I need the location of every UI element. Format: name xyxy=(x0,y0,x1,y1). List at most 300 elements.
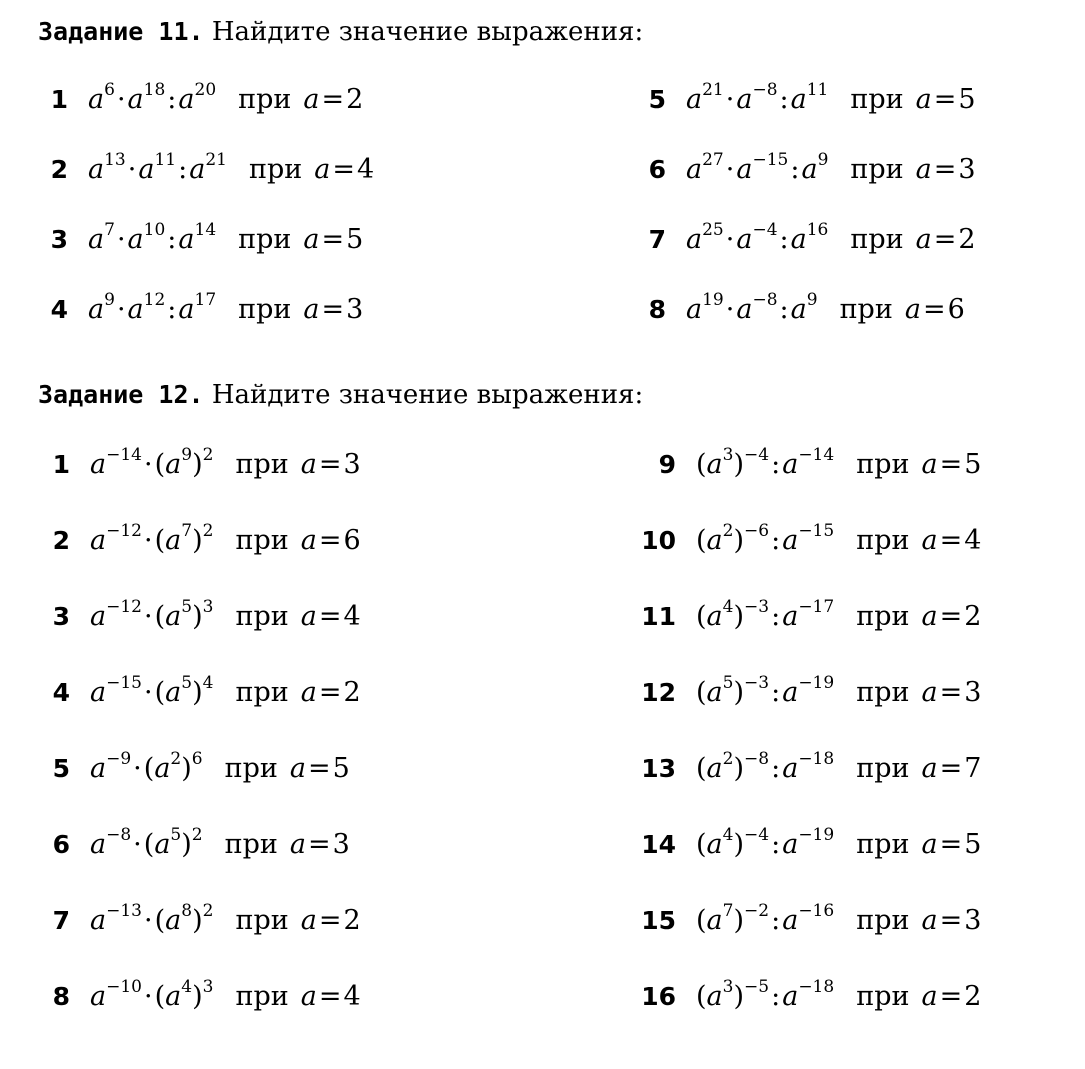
multiply-sign: · xyxy=(116,223,126,255)
pri-word: при xyxy=(856,524,910,556)
divide-sign: : xyxy=(779,83,789,115)
left-paren: ( xyxy=(696,524,707,556)
multiply-sign: · xyxy=(725,153,735,185)
exponent: 2 xyxy=(191,824,203,845)
exponent: 9 xyxy=(181,444,193,465)
exponent: 10 xyxy=(143,219,166,240)
pri-word: при xyxy=(235,524,289,556)
pri-word: при xyxy=(238,223,292,255)
exponent: −15 xyxy=(106,672,142,693)
exponent: 2 xyxy=(170,748,182,769)
multiply-sign: · xyxy=(144,600,153,632)
expression xyxy=(90,900,214,936)
equals-sign: = xyxy=(933,153,957,185)
condition xyxy=(921,525,981,556)
variable-a: a xyxy=(300,904,317,936)
condition-value: 3 xyxy=(958,153,976,185)
variable-a: a xyxy=(921,904,938,936)
variable-a: a xyxy=(790,223,807,255)
left-paren: ( xyxy=(154,600,166,632)
multiply-sign: · xyxy=(116,83,126,115)
exercise-number: 11 xyxy=(641,601,676,631)
variable-a: a xyxy=(921,676,938,708)
condition-value: 5 xyxy=(332,752,350,784)
variable-a: a xyxy=(138,153,155,185)
variable-a: a xyxy=(706,980,723,1012)
pri-word: при xyxy=(238,293,292,325)
exponent: −8 xyxy=(744,748,770,769)
left-paren: ( xyxy=(696,752,707,784)
exponent: 2 xyxy=(202,444,214,465)
left-paren: ( xyxy=(696,828,707,860)
condition-value: 2 xyxy=(343,676,361,708)
task-12-instruction: Найдите значение выражения: xyxy=(211,380,644,410)
pri-word: при xyxy=(235,904,289,936)
variable-a: a xyxy=(915,153,932,185)
pri-word: при xyxy=(235,448,289,480)
exercise-item xyxy=(38,824,350,864)
exponent: 13 xyxy=(104,149,126,170)
multiply-sign: · xyxy=(725,83,735,115)
expression xyxy=(88,219,217,255)
variable-a: a xyxy=(300,980,317,1012)
right-paren: ) xyxy=(733,752,745,784)
left-paren: ( xyxy=(696,448,707,480)
right-paren: ) xyxy=(192,524,203,556)
equals-sign: = xyxy=(321,293,345,325)
equals-sign: = xyxy=(939,752,963,784)
exercise-item xyxy=(38,219,363,259)
variable-a: a xyxy=(300,448,317,480)
variable-a: a xyxy=(782,448,799,480)
condition-value: 4 xyxy=(343,600,361,632)
exponent: 21 xyxy=(205,149,227,170)
equals-sign: = xyxy=(922,293,946,325)
exponent: 4 xyxy=(722,596,734,617)
condition xyxy=(314,154,374,185)
left-paren: ( xyxy=(154,524,166,556)
exponent: −4 xyxy=(744,824,770,845)
condition-value: 3 xyxy=(964,676,982,708)
condition xyxy=(301,677,361,708)
variable-a: a xyxy=(686,223,703,255)
exercise-item xyxy=(628,520,981,560)
variable-a: a xyxy=(88,223,105,255)
divide-sign: : xyxy=(771,980,781,1012)
exercise-number: 12 xyxy=(641,677,676,707)
right-paren: ) xyxy=(181,752,192,784)
divide-sign: : xyxy=(167,83,177,115)
exponent: −8 xyxy=(752,289,778,310)
condition-value: 2 xyxy=(964,600,982,632)
variable-a: a xyxy=(686,83,703,115)
exponent: 20 xyxy=(194,79,217,100)
exercise-item xyxy=(38,900,361,940)
variable-a: a xyxy=(165,600,182,632)
multiply-sign: · xyxy=(144,524,153,556)
exponent: 14 xyxy=(194,219,217,240)
condition xyxy=(301,905,361,936)
condition xyxy=(303,294,363,325)
exercise-number: 1 xyxy=(52,449,70,479)
expression xyxy=(90,520,214,556)
condition xyxy=(921,601,981,632)
exponent: 7 xyxy=(104,219,115,240)
right-paren: ) xyxy=(733,828,745,860)
exponent: −16 xyxy=(798,900,835,921)
exercise-number: 6 xyxy=(648,154,666,184)
task-12-title xyxy=(38,380,643,410)
right-paren: ) xyxy=(733,600,745,632)
exponent: 16 xyxy=(806,219,829,240)
variable-a: a xyxy=(782,524,799,556)
expression xyxy=(686,219,829,255)
right-paren: ) xyxy=(733,980,745,1012)
exponent: −12 xyxy=(106,520,142,541)
variable-a: a xyxy=(165,980,182,1012)
variable-a: a xyxy=(314,153,331,185)
expression xyxy=(696,976,835,1012)
expression xyxy=(88,289,217,325)
divide-sign: : xyxy=(771,904,781,936)
left-paren: ( xyxy=(696,904,707,936)
variable-a: a xyxy=(88,83,105,115)
exercise-number: 14 xyxy=(641,829,676,859)
exponent: 5 xyxy=(722,672,734,693)
exponent: 3 xyxy=(202,976,214,997)
equals-sign: = xyxy=(939,524,963,556)
exponent: 19 xyxy=(702,289,724,310)
divide-sign: : xyxy=(771,600,781,632)
variable-a: a xyxy=(686,153,703,185)
variable-a: a xyxy=(289,752,307,784)
exponent: −8 xyxy=(106,824,132,845)
exponent: 11 xyxy=(806,79,829,100)
variable-a: a xyxy=(90,600,107,632)
exercise-item xyxy=(628,444,981,484)
variable-a: a xyxy=(904,293,921,325)
variable-a: a xyxy=(300,524,317,556)
condition-value: 5 xyxy=(958,83,976,115)
exercise-number: 9 xyxy=(658,449,676,479)
variable-a: a xyxy=(915,83,932,115)
expression xyxy=(88,149,227,185)
variable-a: a xyxy=(736,293,753,325)
exponent: −15 xyxy=(798,520,835,541)
condition-value: 4 xyxy=(964,524,982,556)
task-11-title xyxy=(38,17,643,47)
exponent: 11 xyxy=(154,149,177,170)
exercise-number: 10 xyxy=(641,525,676,555)
exercise-number: 7 xyxy=(52,905,70,935)
condition-value: 4 xyxy=(356,153,375,185)
variable-a: a xyxy=(801,153,818,185)
variable-a: a xyxy=(88,153,105,185)
exercise-number: 3 xyxy=(52,601,70,631)
variable-a: a xyxy=(782,980,799,1012)
expression xyxy=(696,520,835,556)
left-paren: ( xyxy=(696,676,707,708)
right-paren: ) xyxy=(192,600,203,632)
right-paren: ) xyxy=(192,676,203,708)
expression xyxy=(696,672,835,708)
variable-a: a xyxy=(706,752,723,784)
variable-a: a xyxy=(921,752,938,784)
pri-word: при xyxy=(856,448,910,480)
exercise-item xyxy=(628,748,981,788)
variable-a: a xyxy=(178,83,195,115)
equals-sign: = xyxy=(318,676,342,708)
exercise-item xyxy=(628,900,981,940)
variable-a: a xyxy=(90,828,107,860)
exponent: 9 xyxy=(817,149,829,170)
equals-sign: = xyxy=(318,448,342,480)
equals-sign: = xyxy=(318,524,342,556)
exponent: −19 xyxy=(798,824,835,845)
exponent: −15 xyxy=(752,149,789,170)
exponent: 12 xyxy=(143,289,166,310)
multiply-sign: · xyxy=(144,676,153,708)
variable-a: a xyxy=(303,293,320,325)
exponent: −14 xyxy=(106,444,142,465)
variable-a: a xyxy=(782,600,799,632)
variable-a: a xyxy=(165,904,182,936)
variable-a: a xyxy=(289,828,307,860)
pri-word: при xyxy=(856,676,910,708)
variable-a: a xyxy=(178,293,195,325)
exponent: 21 xyxy=(702,79,724,100)
variable-a: a xyxy=(90,448,107,480)
exponent: −9 xyxy=(106,748,132,769)
divide-sign: : xyxy=(771,524,781,556)
variable-a: a xyxy=(706,524,723,556)
exercise-number: 2 xyxy=(52,525,70,555)
condition-value: 3 xyxy=(332,828,350,860)
variable-a: a xyxy=(782,904,799,936)
expression xyxy=(696,900,835,936)
condition-value: 2 xyxy=(958,223,976,255)
variable-a: a xyxy=(189,153,206,185)
exponent: 18 xyxy=(143,79,166,100)
equals-sign: = xyxy=(318,600,342,632)
variable-a: a xyxy=(165,524,182,556)
pri-word: при xyxy=(856,752,910,784)
equals-sign: = xyxy=(308,752,331,784)
condition xyxy=(921,449,981,480)
variable-a: a xyxy=(90,904,107,936)
variable-a: a xyxy=(736,223,753,255)
expression xyxy=(88,79,217,115)
pri-word: при xyxy=(856,600,910,632)
condition-value: 2 xyxy=(343,904,361,936)
expression xyxy=(90,444,214,480)
exponent: 4 xyxy=(181,976,193,997)
task-11-instruction: Найдите значение выражения: xyxy=(211,17,644,47)
pri-word: при xyxy=(235,676,289,708)
condition xyxy=(921,905,981,936)
variable-a: a xyxy=(178,223,195,255)
multiply-sign: · xyxy=(144,904,153,936)
right-paren: ) xyxy=(181,828,192,860)
exponent: −18 xyxy=(798,748,835,769)
exercise-number: 2 xyxy=(50,154,68,184)
exponent: 2 xyxy=(722,520,734,541)
expression xyxy=(90,976,214,1012)
variable-a: a xyxy=(303,223,320,255)
variable-a: a xyxy=(303,83,320,115)
left-paren: ( xyxy=(154,904,166,936)
left-paren: ( xyxy=(143,828,155,860)
left-paren: ( xyxy=(696,600,707,632)
left-paren: ( xyxy=(154,676,166,708)
condition xyxy=(916,84,976,115)
exercise-item xyxy=(38,79,363,119)
exponent: −6 xyxy=(744,520,770,541)
exponent: −8 xyxy=(752,79,778,100)
variable-a: a xyxy=(706,600,723,632)
pri-word: при xyxy=(235,600,289,632)
equals-sign: = xyxy=(933,223,957,255)
pri-word: при xyxy=(856,828,910,860)
exercise-item xyxy=(38,976,361,1016)
divide-sign: : xyxy=(771,828,781,860)
condition-value: 3 xyxy=(964,904,982,936)
multiply-sign: · xyxy=(127,153,137,185)
condition xyxy=(303,84,363,115)
exponent: 25 xyxy=(702,219,724,240)
condition-value: 6 xyxy=(947,293,965,325)
condition xyxy=(905,294,965,325)
condition xyxy=(921,677,981,708)
expression xyxy=(90,824,203,860)
condition-value: 2 xyxy=(346,83,364,115)
equals-sign: = xyxy=(318,980,342,1012)
exponent: 9 xyxy=(806,289,818,310)
variable-a: a xyxy=(300,676,317,708)
left-paren: ( xyxy=(696,980,707,1012)
condition xyxy=(921,981,981,1012)
right-paren: ) xyxy=(733,904,745,936)
variable-a: a xyxy=(782,828,799,860)
equals-sign: = xyxy=(321,83,345,115)
condition-value: 6 xyxy=(343,524,361,556)
variable-a: a xyxy=(736,83,753,115)
variable-a: a xyxy=(915,223,932,255)
equals-sign: = xyxy=(933,83,957,115)
expression xyxy=(686,79,829,115)
condition-value: 2 xyxy=(964,980,982,1012)
condition-value: 7 xyxy=(964,752,982,784)
exercise-item xyxy=(38,748,350,788)
variable-a: a xyxy=(90,524,107,556)
divide-sign: : xyxy=(790,153,800,185)
right-paren: ) xyxy=(192,904,203,936)
pri-word: при xyxy=(224,828,278,860)
condition xyxy=(916,154,976,185)
exponent: −3 xyxy=(744,672,770,693)
expression xyxy=(90,748,203,784)
variable-a: a xyxy=(300,600,317,632)
exercise-number: 6 xyxy=(52,829,70,859)
pri-word: при xyxy=(235,980,289,1012)
exercise-number: 15 xyxy=(641,905,676,935)
pri-word: при xyxy=(856,904,910,936)
pri-word: при xyxy=(839,293,893,325)
exercise-item xyxy=(38,596,361,636)
divide-sign: : xyxy=(167,293,177,325)
divide-sign: : xyxy=(167,223,177,255)
exponent: −4 xyxy=(744,444,770,465)
condition xyxy=(921,753,981,784)
exercise-item xyxy=(628,824,981,864)
variable-a: a xyxy=(154,828,171,860)
task-11-label: Задание 11. xyxy=(38,17,204,46)
equals-sign: = xyxy=(939,448,963,480)
exercise-item xyxy=(38,444,361,484)
right-paren: ) xyxy=(733,676,745,708)
left-paren: ( xyxy=(154,448,166,480)
condition-value: 5 xyxy=(964,828,982,860)
left-paren: ( xyxy=(154,980,166,1012)
exercise-number: 8 xyxy=(648,294,666,324)
variable-a: a xyxy=(165,676,182,708)
exercise-item xyxy=(38,149,374,189)
variable-a: a xyxy=(165,448,182,480)
condition xyxy=(301,525,361,556)
variable-a: a xyxy=(706,828,723,860)
variable-a: a xyxy=(921,448,938,480)
equals-sign: = xyxy=(332,153,355,185)
condition xyxy=(303,224,363,255)
exercise-item xyxy=(636,289,965,329)
variable-a: a xyxy=(736,153,753,185)
exponent: 7 xyxy=(722,900,734,921)
exponent: −19 xyxy=(798,672,835,693)
left-paren: ( xyxy=(143,752,155,784)
exponent: −4 xyxy=(752,219,778,240)
exponent: 6 xyxy=(104,79,115,100)
right-paren: ) xyxy=(733,524,745,556)
equals-sign: = xyxy=(939,600,963,632)
variable-a: a xyxy=(127,83,144,115)
exercise-number: 3 xyxy=(50,224,68,254)
exercise-item xyxy=(636,79,976,119)
condition xyxy=(301,449,361,480)
equals-sign: = xyxy=(939,828,963,860)
condition xyxy=(916,224,976,255)
divide-sign: : xyxy=(178,153,188,185)
exponent: 3 xyxy=(722,976,734,997)
pri-word: при xyxy=(850,153,904,185)
variable-a: a xyxy=(154,752,171,784)
variable-a: a xyxy=(686,293,703,325)
variable-a: a xyxy=(90,752,107,784)
exercise-item xyxy=(636,149,976,189)
variable-a: a xyxy=(90,980,107,1012)
variable-a: a xyxy=(88,293,105,325)
exercise-number: 5 xyxy=(52,753,70,783)
exponent: −18 xyxy=(798,976,835,997)
exponent: −12 xyxy=(106,596,142,617)
multiply-sign: · xyxy=(725,223,735,255)
expression xyxy=(696,444,835,480)
exponent: 4 xyxy=(722,824,734,845)
variable-a: a xyxy=(127,223,144,255)
exponent: 6 xyxy=(191,748,203,769)
exponent: 17 xyxy=(194,289,217,310)
multiply-sign: · xyxy=(116,293,126,325)
exponent: 5 xyxy=(181,672,193,693)
